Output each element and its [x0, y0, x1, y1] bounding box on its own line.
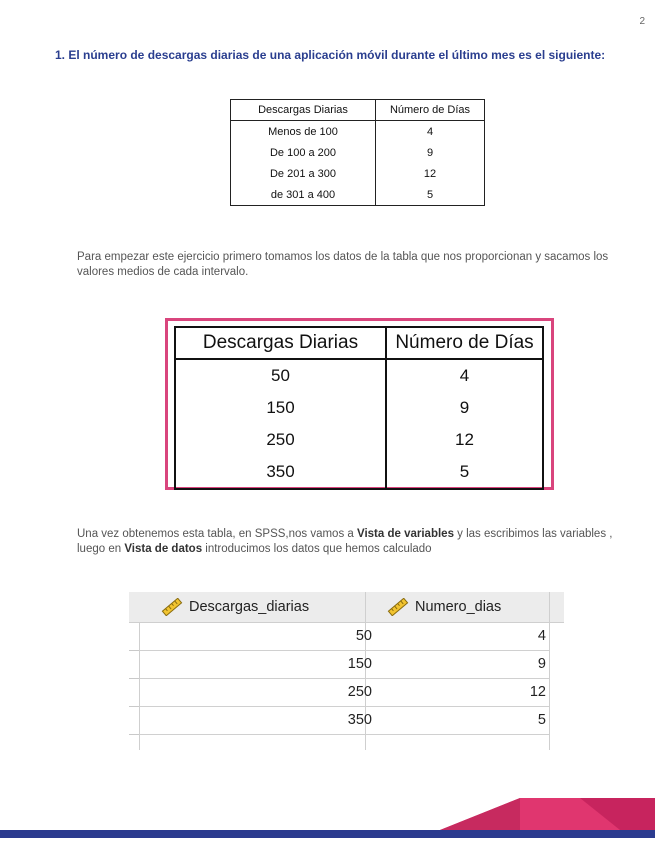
- table-row: [175, 456, 543, 489]
- ruler-icon: [161, 598, 183, 616]
- spss-grid-line: [549, 592, 550, 750]
- spss-cell-numero[interactable]: 9: [537, 656, 546, 672]
- paragraph-text: Una vez obtenemos esta tabla, en SPSS,nos vamos a: [77, 528, 357, 540]
- spss-row-divider: [129, 678, 139, 679]
- table-cell: De 100 a 200: [231, 142, 376, 163]
- table-row: [175, 424, 543, 456]
- table-cell: 12: [386, 424, 543, 456]
- paragraph-midpoints: Para empezar este ejercicio primero tomamos los datos de la tabla que nos proporcionan y sacamos los valores medios de cada intervalo.: [77, 251, 609, 278]
- table-header-cell: Número de Días: [386, 327, 543, 359]
- spss-cell-numero[interactable]: 5: [537, 712, 546, 728]
- page-number: 2: [639, 16, 645, 27]
- table-header-cell: Número de Días: [376, 100, 485, 121]
- spss-row-divider: [129, 734, 139, 735]
- table-cell: 250: [175, 424, 386, 456]
- spss-column-header-numero[interactable]: [387, 592, 501, 622]
- table-cell: 150: [175, 392, 386, 424]
- table-row: [231, 184, 485, 206]
- table-cell: 5: [376, 184, 485, 206]
- spss-grid-line: [365, 592, 366, 622]
- paragraph-bold-variable-view: Vista de variables: [357, 528, 454, 540]
- table-row: [231, 142, 485, 163]
- ruler-icon: [387, 598, 409, 616]
- table-cell: Menos de 100: [231, 121, 376, 143]
- spss-column-header-descargas[interactable]: [161, 592, 309, 622]
- midpoints-table: [174, 326, 544, 490]
- paragraph-text: introducimos los datos que hemos calculado: [202, 543, 432, 555]
- table-cell: 50: [175, 359, 386, 392]
- spss-data-row[interactable]: [139, 651, 549, 679]
- spss-data-row[interactable]: [139, 623, 549, 651]
- table-cell: De 201 a 300: [231, 163, 376, 184]
- paragraph-spss-instructions: [77, 527, 637, 557]
- spss-data-row[interactable]: [139, 679, 549, 707]
- spss-cell-numero[interactable]: 4: [537, 628, 546, 644]
- table-cell: de 301 a 400: [231, 184, 376, 206]
- table-cell: 350: [175, 456, 386, 489]
- spss-column-header-row: [129, 592, 564, 623]
- footer-bar: [0, 830, 655, 838]
- table-row: [231, 163, 485, 184]
- spss-cell-descargas[interactable]: 350: [347, 712, 372, 728]
- table-row: [231, 121, 485, 143]
- spss-column-label: Numero_dias: [415, 599, 502, 615]
- midpoints-table-frame: [165, 318, 554, 490]
- table-cell: 4: [386, 359, 543, 392]
- table-row: [175, 359, 543, 392]
- spss-cell-numero[interactable]: 12: [529, 684, 546, 700]
- table-header-cell: Descargas Diarias: [175, 327, 386, 359]
- table-cell: 5: [386, 456, 543, 489]
- paragraph-bold-data-view: Vista de datos: [124, 543, 203, 555]
- table-cell: 4: [376, 121, 485, 143]
- table-cell: 9: [386, 392, 543, 424]
- spss-column-label: Descargas_diarias: [189, 599, 310, 615]
- question-heading: 1. El número de descargas diarias de una aplicación móvil durante el último mes es el siguiente:: [55, 48, 606, 62]
- table-header-cell: Descargas Diarias: [231, 100, 376, 121]
- table-cell: 9: [376, 142, 485, 163]
- spss-data-row[interactable]: [139, 707, 549, 735]
- spss-cell-descargas[interactable]: 250: [347, 684, 372, 700]
- original-data-table: [230, 99, 485, 206]
- spss-cell-descargas[interactable]: 50: [355, 628, 372, 644]
- spss-row-divider: [129, 706, 139, 707]
- spss-data-view: [129, 592, 564, 750]
- spss-row-divider: [129, 650, 139, 651]
- table-cell: 12: [376, 163, 485, 184]
- paragraph-text: y las escribimos las variables , luego en: [77, 528, 613, 555]
- spss-cell-descargas[interactable]: 150: [347, 656, 372, 672]
- table-row: [175, 392, 543, 424]
